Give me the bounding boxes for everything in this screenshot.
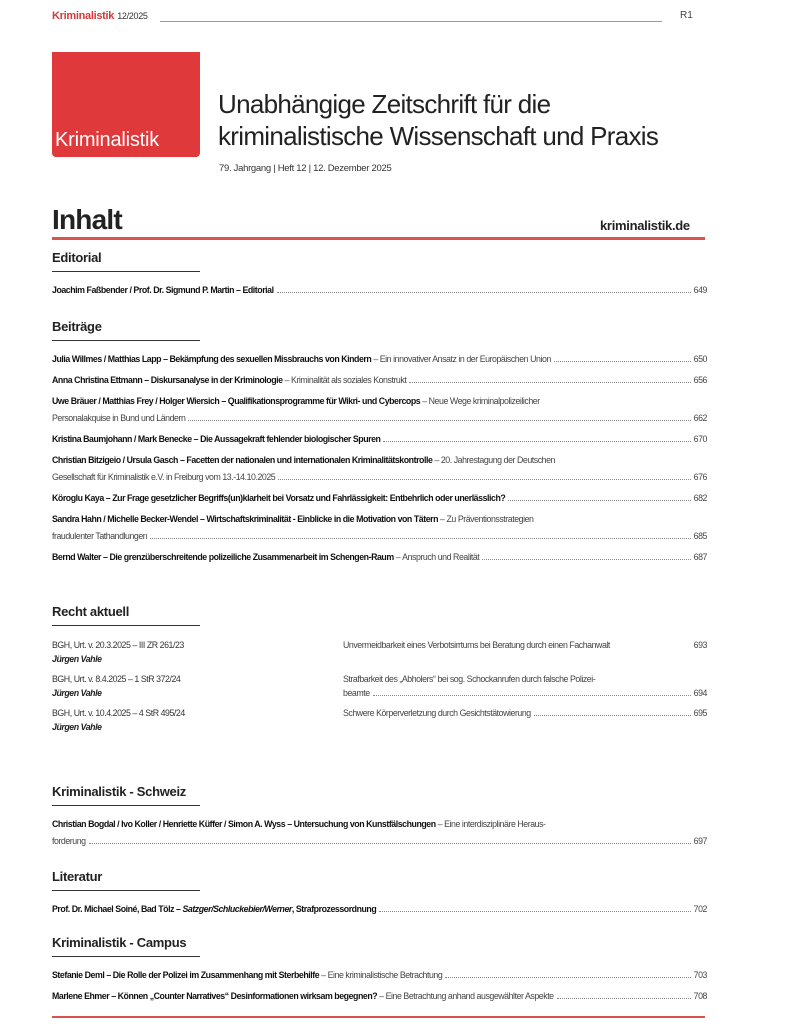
entry-line xyxy=(52,530,707,542)
entry-line xyxy=(52,492,707,504)
journal-logo xyxy=(52,52,200,157)
entry-page: 670 xyxy=(693,434,707,444)
section-recht-aktuell xyxy=(52,604,707,734)
page-title: Inhalt xyxy=(52,204,122,235)
entry-subtitle: Ein innovativer Ansatz in der Europäischen Union xyxy=(379,354,551,364)
dash-separator: – xyxy=(161,354,170,364)
dash-separator: – xyxy=(177,455,187,465)
recht-title[interactable] xyxy=(343,706,707,734)
entry-list xyxy=(52,818,707,847)
header-issue: 12/2025 xyxy=(117,11,148,21)
entry-title: Untersuchung von Kunstfälschungen xyxy=(293,819,436,829)
entry-authors: Marlene Ehmer xyxy=(52,991,110,1001)
dot-leader xyxy=(188,419,690,421)
toc-entry[interactable] xyxy=(52,818,707,847)
dash-separator: – xyxy=(393,552,403,562)
section-underline xyxy=(52,340,200,341)
entry-title: Die Aussagekraft fehlender biologischer Spuren xyxy=(200,434,381,444)
dash-separator: – xyxy=(174,904,183,914)
case-author: Jürgen Vahle xyxy=(52,688,102,698)
entry-title: Editorial xyxy=(242,285,274,295)
entry-title: Bekämpfung des sexuellen Missbrauchs von Kindern xyxy=(169,354,372,364)
entry-line xyxy=(52,454,707,466)
toc-entry[interactable] xyxy=(52,990,707,1002)
entry-subtitle-continued: forderung xyxy=(52,836,86,846)
entry-page: 682 xyxy=(693,493,707,503)
entry-authors: Julia Willmes / Matthias Lapp xyxy=(52,354,162,364)
toc-entry[interactable] xyxy=(52,353,707,365)
entry-line xyxy=(52,374,707,386)
dash-separator: – xyxy=(319,970,328,980)
entry-title-continued: beamte xyxy=(343,688,370,698)
entry-title: Schwere Körperverletzung durch Gesichtstätowierung xyxy=(343,708,531,718)
entry-title: Unvermeidbarkeit eines Verbotsirrtums bei Beratung durch einen Fachanwalt xyxy=(343,640,610,650)
dash-separator: – xyxy=(101,552,110,562)
section-underline xyxy=(52,805,200,806)
entry-subtitle: 20. Jahrestagung der Deutschen xyxy=(440,455,555,465)
toc-entry[interactable] xyxy=(52,454,707,483)
case-author: Jürgen Vahle xyxy=(52,722,102,732)
entry-page: 693 xyxy=(693,640,707,650)
toc-entry[interactable] xyxy=(52,284,707,296)
case-citation: BGH, Urt. v. 20.3.2025 – III ZR 261/23 xyxy=(52,640,184,650)
dash-separator: – xyxy=(438,514,447,524)
entry-authors: Christian Bogdal / Ivo Koller / Henriette Küffer / Simon A. Wyss xyxy=(52,819,286,829)
entry-authors: Christian Bitzigeio / Ursula Gasch xyxy=(52,455,178,465)
recht-case xyxy=(52,638,343,666)
recht-list xyxy=(52,638,707,734)
title-line-2: kriminalistische Wissenschaft und Praxis xyxy=(218,121,659,151)
entry-authors: Uwe Bräuer / Matthias Frey / Holger Wiersich xyxy=(52,396,220,406)
dot-leader xyxy=(409,381,690,383)
section-beitraege xyxy=(52,319,707,572)
toc-entry[interactable] xyxy=(52,903,707,915)
recht-case xyxy=(52,706,343,734)
entry-page: 656 xyxy=(693,375,707,385)
entry-line xyxy=(52,903,707,915)
running-header xyxy=(52,10,662,24)
section-title: Kriminalistik - Schweiz xyxy=(52,784,186,799)
issue-meta: 79. Jahrgang | Heft 12 | 12. Dezember 2025 xyxy=(219,163,392,174)
entry-authors: Kristina Baumjohann / Mark Benecke xyxy=(52,434,192,444)
entry-line xyxy=(343,672,707,686)
website-link[interactable]: kriminalistik.de xyxy=(600,218,690,233)
entry-line xyxy=(52,395,707,407)
dash-separator: – xyxy=(234,285,243,295)
dot-leader xyxy=(383,440,690,442)
entry-title: Die Rolle der Polizei im Zusammenhang mit Sterbehilfe xyxy=(112,970,320,980)
dash-separator: – xyxy=(282,375,292,385)
dot-leader xyxy=(150,537,690,539)
entry-title: Die grenzüberschreitende polizeiliche Zusammenarbeit im Schengen-Raum xyxy=(109,552,394,562)
entry-line xyxy=(52,969,707,981)
dot-leader xyxy=(508,499,690,501)
entry-page: 649 xyxy=(693,285,707,295)
dash-separator: – xyxy=(377,991,386,1001)
section-title: Recht aktuell xyxy=(52,604,130,619)
entry-line xyxy=(52,551,707,563)
dot-leader xyxy=(277,291,691,293)
dash-separator: – xyxy=(420,396,429,406)
dash-separator: – xyxy=(285,819,294,829)
dot-leader xyxy=(554,360,691,362)
toc-entry[interactable] xyxy=(52,374,707,386)
contents-top-rule xyxy=(52,237,705,240)
dash-separator: – xyxy=(371,354,380,364)
entry-line xyxy=(52,353,707,365)
entry-page: 662 xyxy=(693,413,707,423)
entry-page: 703 xyxy=(693,970,707,980)
entry-page: 695 xyxy=(693,708,707,718)
section-title: Kriminalistik - Campus xyxy=(52,935,187,950)
section-title: Literatur xyxy=(52,869,103,884)
entry-subtitle: Anspruch und Realität xyxy=(402,552,480,562)
section-campus xyxy=(52,935,707,1011)
logo-text: Kriminalistik xyxy=(55,129,160,151)
case-author: Jürgen Vahle xyxy=(52,654,102,664)
section-underline xyxy=(52,956,200,957)
entry-authors: Joachim Faßbender / Prof. Dr. Sigmund P. Martin xyxy=(52,285,235,295)
section-underline xyxy=(52,271,200,272)
dot-leader xyxy=(534,714,691,716)
entry-line xyxy=(52,513,707,525)
entry-title: , Strafprozessordnung xyxy=(291,904,377,914)
section-literatur xyxy=(52,869,707,924)
case-citation: BGH, Urt. v. 10.4.2025 – 4 StR 495/24 xyxy=(52,708,185,718)
entry-authors: Bernd Walter xyxy=(52,552,102,562)
entry-line xyxy=(52,412,707,424)
recht-title[interactable] xyxy=(343,638,707,666)
section-underline xyxy=(52,890,200,891)
dot-leader xyxy=(89,842,691,844)
entry-page: 708 xyxy=(693,991,707,1001)
entry-list xyxy=(52,284,707,296)
entry-title: Facetten der nationalen und internationalen Kriminalitätskontrolle xyxy=(186,455,433,465)
dot-leader xyxy=(482,558,690,560)
entry-book-authors: Satzger/Schluckebier/Werner xyxy=(182,904,292,914)
entry-line xyxy=(52,990,707,1002)
entry-subtitle-continued: fraudulenter Tathandlungen xyxy=(52,531,148,541)
entry-page: 650 xyxy=(693,354,707,364)
dash-separator: – xyxy=(142,375,151,385)
entry-authors: Prof. Dr. Michael Soiné, Bad Tölz xyxy=(52,904,175,914)
toc-entry[interactable] xyxy=(52,551,707,563)
section-schweiz xyxy=(52,784,707,856)
dot-leader xyxy=(373,694,691,696)
contents-bottom-rule xyxy=(52,1016,705,1018)
entry-subtitle-continued: Gesellschaft für Kriminalistik e.V. in Freiburg vom 13.-14.10.2025 xyxy=(52,472,276,482)
case-citation: BGH, Urt. v. 8.4.2025 – 1 StR 372/24 xyxy=(52,674,181,684)
section-title: Editorial xyxy=(52,250,102,265)
header-rule xyxy=(160,21,662,22)
entry-subtitle: Zu Präventionsstrategien xyxy=(446,514,534,524)
entry-line xyxy=(52,818,707,830)
dot-leader xyxy=(379,910,690,912)
entry-line xyxy=(52,284,707,296)
entry-list xyxy=(52,353,707,563)
entry-line xyxy=(343,706,707,720)
dash-separator: – xyxy=(435,819,445,829)
recht-case xyxy=(52,672,343,700)
dot-leader xyxy=(278,478,690,480)
entry-list xyxy=(52,969,707,1002)
dash-separator: – xyxy=(191,434,201,444)
toc-entry[interactable] xyxy=(52,513,707,542)
dash-separator: – xyxy=(104,970,113,980)
dash-separator: – xyxy=(219,396,228,406)
entry-line xyxy=(52,835,707,847)
entry-authors: Anna Christina Ettmann xyxy=(52,375,143,385)
entry-subtitle: Eine interdisziplinäre Heraus- xyxy=(444,819,546,829)
entry-authors: Stefanie Deml xyxy=(52,970,105,980)
dash-separator: – xyxy=(109,991,118,1001)
entry-list xyxy=(52,903,707,915)
entry-authors: Köroglu Kaya xyxy=(52,493,104,503)
entry-page: 685 xyxy=(693,531,707,541)
entry-page: 697 xyxy=(693,836,707,846)
section-title: Beiträge xyxy=(52,319,102,334)
toc-entry[interactable] xyxy=(52,395,707,424)
entry-title: Wirtschaftskriminalität - Einblicke in die Motivation von Tätern xyxy=(206,514,439,524)
dash-separator: – xyxy=(197,514,207,524)
dash-separator: – xyxy=(103,493,113,503)
journal-title xyxy=(218,88,718,152)
dash-separator: – xyxy=(432,455,441,465)
recht-title[interactable] xyxy=(343,672,707,700)
entry-subtitle: Kriminalität als soziales Konstrukt xyxy=(291,375,407,385)
entry-line xyxy=(343,638,707,652)
toc-entry[interactable] xyxy=(52,492,707,504)
entry-page: 694 xyxy=(693,688,707,698)
entry-subtitle: Neue Wege kriminalpolizeilicher xyxy=(428,396,540,406)
dot-leader xyxy=(557,997,691,999)
header-brand: Kriminalistik xyxy=(52,10,115,22)
entry-page: 702 xyxy=(693,904,707,914)
entry-subtitle: Eine Betrachtung anhand ausgewählter Aspekte xyxy=(385,991,554,1001)
entry-title: Qualifikationsprogramme für Wikri- und Cybercops xyxy=(227,396,421,406)
entry-title: Können „Counter Narratives“ Desinformationen wirksam begegnen? xyxy=(117,991,378,1001)
entry-authors: Sandra Hahn / Michelle Becker-Wendel xyxy=(52,514,198,524)
section-underline xyxy=(52,625,200,626)
toc-entry[interactable] xyxy=(52,433,707,445)
entry-line xyxy=(343,686,707,700)
entry-page: 676 xyxy=(693,472,707,482)
entry-subtitle-continued: Personalakquise in Bund und Ländern xyxy=(52,413,186,423)
entry-line xyxy=(52,433,707,445)
entry-line xyxy=(52,471,707,483)
page-number: R1 xyxy=(680,10,693,21)
entry-title: Zur Frage gesetzlicher Begriffs(un)klarheit bei Vorsatz und Fahrlässigkeit: Entbehrlich oder unerlässlich? xyxy=(112,493,506,503)
title-line-1: Unabhängige Zeitschrift für die xyxy=(218,89,551,119)
entry-subtitle: Eine kriminalistische Betrachtung xyxy=(327,970,443,980)
section-editorial xyxy=(52,250,707,305)
entry-title: Diskursanalyse in der Kriminologie xyxy=(150,375,283,385)
entry-page: 687 xyxy=(693,552,707,562)
entry-title: Strafbarkeit des „Abholers“ bei sog. Schockanrufen durch falsche Polizei- xyxy=(343,674,596,684)
toc-entry[interactable] xyxy=(52,969,707,981)
dot-leader xyxy=(445,976,690,978)
